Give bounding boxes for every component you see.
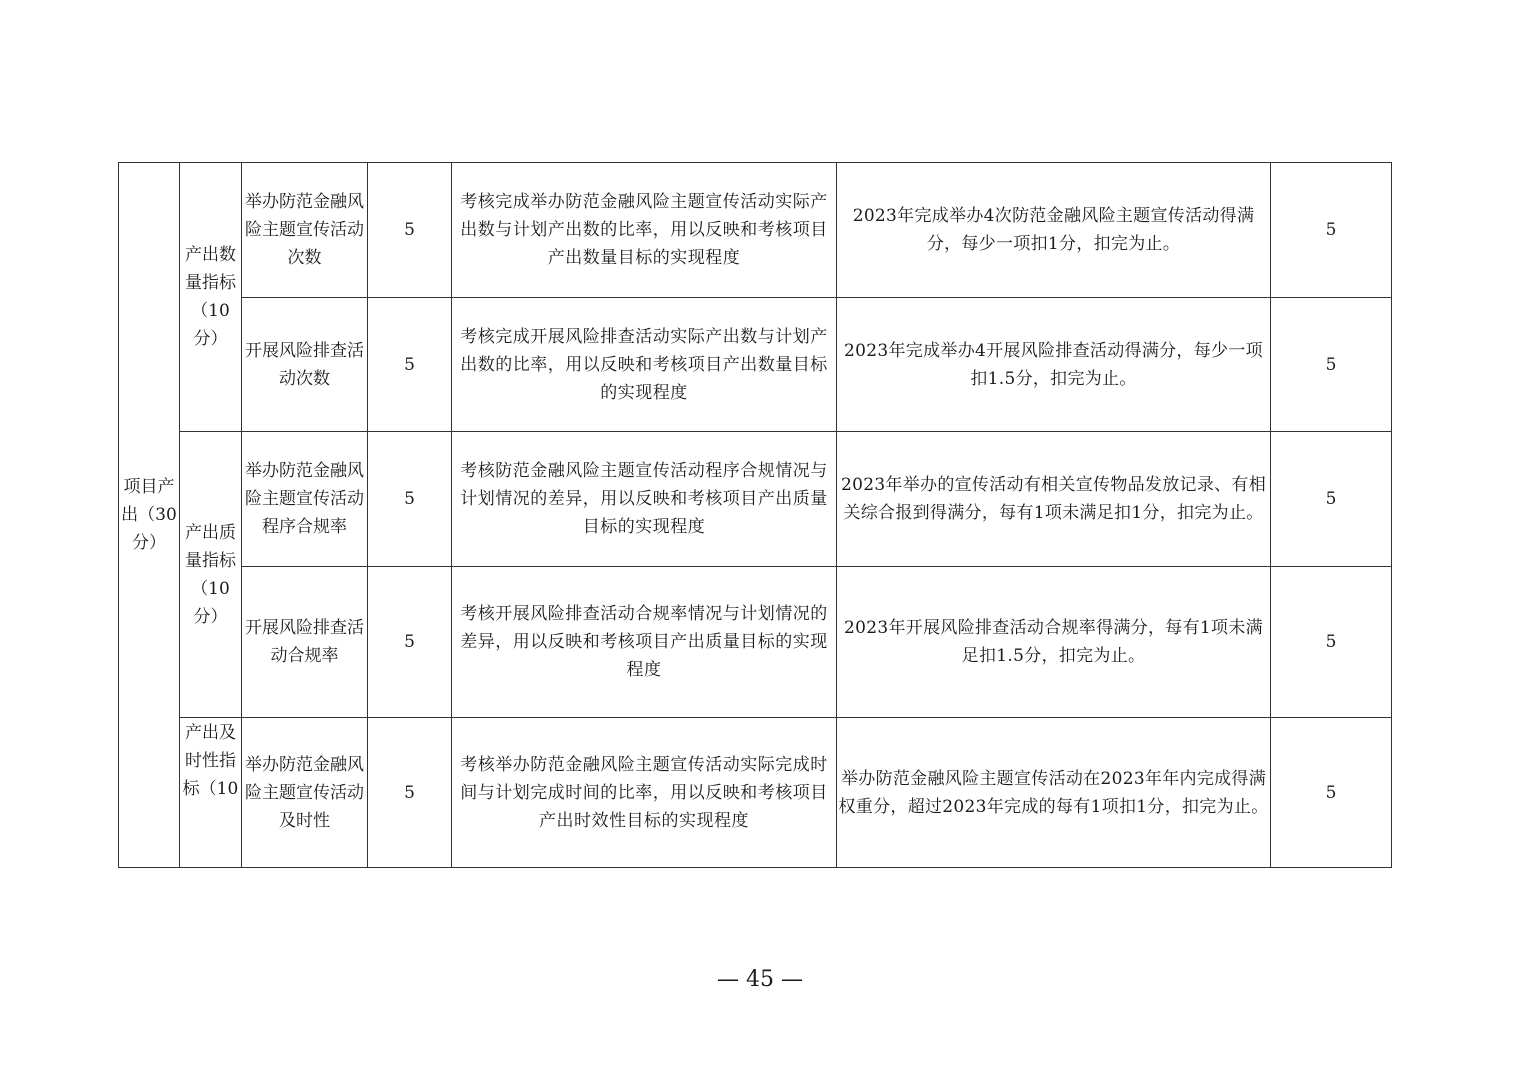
- table-row: [119, 432, 1392, 567]
- indicator-weight: 5: [368, 567, 452, 718]
- category-level2: [180, 718, 242, 868]
- scoring-standard: 2023年举办的宣传活动有相关宣传物品发放记录、有相关综合报到得满分，每有1项未满足扣1分，扣完为止。: [837, 432, 1271, 567]
- score-value: 5: [1271, 298, 1392, 432]
- indicator-description: 考核防范金融风险主题宣传活动程序合规情况与计划情况的差异，用以反映和考核项目产出质量目标的实现程度: [452, 432, 837, 567]
- score-value: 5: [1271, 718, 1392, 868]
- table-row: [119, 718, 1392, 868]
- indicator-name: 开展风险排查活动合规率: [242, 567, 368, 718]
- indicator-weight: 5: [368, 432, 452, 567]
- category-level1: 项目产出（30分）: [119, 163, 180, 868]
- indicator-description: 考核完成开展风险排查活动实际产出数与计划产出数的比率，用以反映和考核项目产出数量目标的实现程度: [452, 298, 837, 432]
- category-level2-label: 产出及时性指标（10: [182, 722, 239, 799]
- indicator-description: 考核完成举办防范金融风险主题宣传活动实际产出数与计划产出数的比率，用以反映和考核项目产出数量目标的实现程度: [452, 163, 837, 298]
- category-level2: 产出数量指标（10分）: [180, 163, 242, 432]
- evaluation-table: [118, 162, 1392, 868]
- indicator-name: 举办防范金融风险主题宣传活动次数: [242, 163, 368, 298]
- scoring-standard: 2023年开展风险排查活动合规率得满分，每有1项未满足扣1.5分，扣完为止。: [837, 567, 1271, 718]
- table-row: [119, 298, 1392, 432]
- category-level2: 产出质量指标（10分）: [180, 432, 242, 718]
- table-row: [119, 567, 1392, 718]
- indicator-weight: 5: [368, 718, 452, 868]
- indicator-name: 举办防范金融风险主题宣传活动及时性: [242, 718, 368, 868]
- indicator-weight: 5: [368, 163, 452, 298]
- category-level2-clip: [180, 719, 241, 867]
- indicator-description: 考核开展风险排查活动合规率情况与计划情况的差异，用以反映和考核项目产出质量目标的实现程度: [452, 567, 837, 718]
- scoring-standard: 举办防范金融风险主题宣传活动在2023年年内完成得满权重分，超过2023年完成的每有1项扣1分，扣完为止。: [837, 718, 1271, 868]
- indicator-name: 开展风险排查活动次数: [242, 298, 368, 432]
- indicator-name: 举办防范金融风险主题宣传活动程序合规率: [242, 432, 368, 567]
- score-value: 5: [1271, 567, 1392, 718]
- score-value: 5: [1271, 163, 1392, 298]
- indicator-description: 考核举办防范金融风险主题宣传活动实际完成时间与计划完成时间的比率，用以反映和考核项目产出时效性目标的实现程度: [452, 718, 837, 868]
- scoring-standard: 2023年完成举办4次防范金融风险主题宣传活动得满分，每少一项扣1分，扣完为止。: [837, 163, 1271, 298]
- table-row: [119, 163, 1392, 298]
- score-value: 5: [1271, 432, 1392, 567]
- page-number: — 45 —: [717, 967, 803, 992]
- scoring-standard: 2023年完成举办4开展风险排查活动得满分，每少一项扣1.5分，扣完为止。: [837, 298, 1271, 432]
- indicator-weight: 5: [368, 298, 452, 432]
